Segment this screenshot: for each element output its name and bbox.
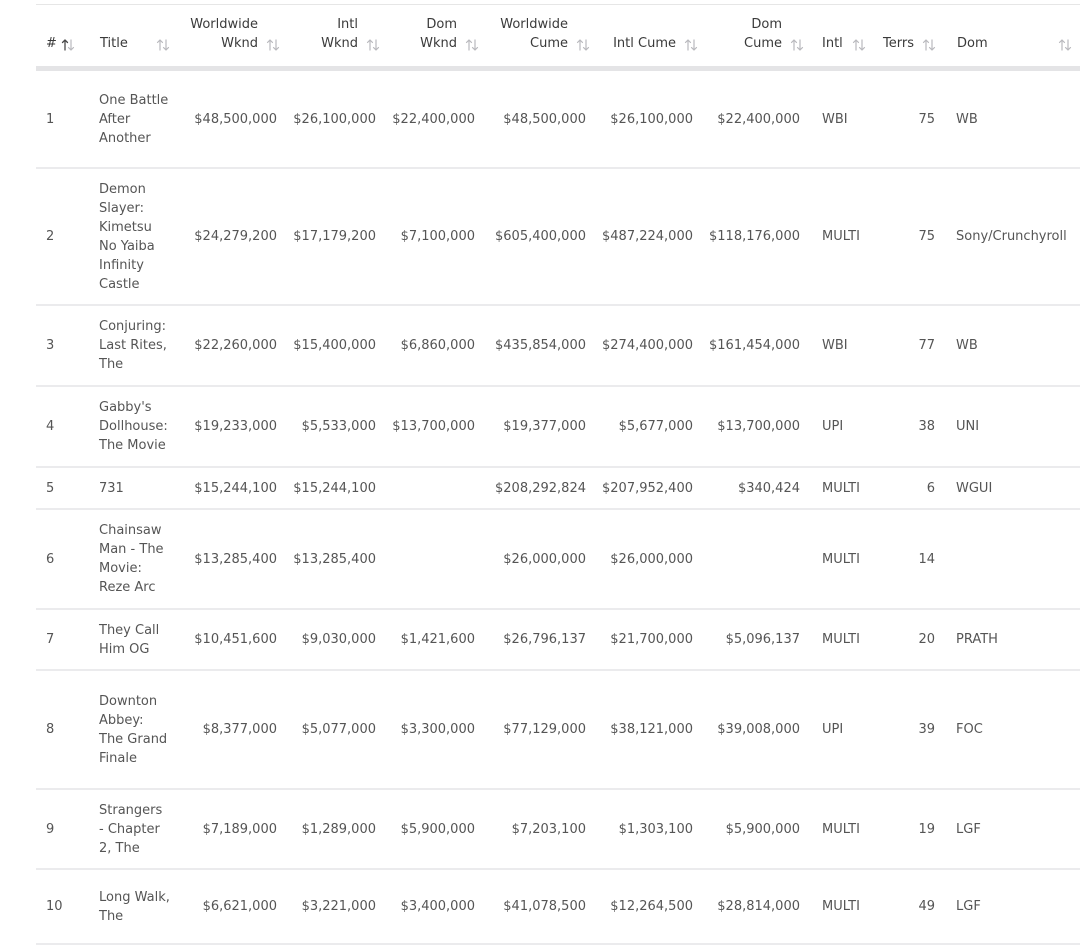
table-row[interactable] bbox=[36, 790, 1080, 870]
cell-ww-wknd: $22,260,000 bbox=[194, 338, 277, 353]
sort-icon[interactable] bbox=[465, 38, 479, 52]
cell-rank: 5 bbox=[46, 480, 55, 496]
column-header-rank[interactable] bbox=[46, 0, 86, 66]
cell-dom-wknd: $1,421,600 bbox=[400, 632, 475, 647]
cell-ww-wknd: $7,189,000 bbox=[202, 821, 277, 837]
cell-intl-cume: $274,400,000 bbox=[602, 338, 693, 353]
cell-ww-cume: $19,377,000 bbox=[503, 419, 586, 434]
cell-rank: 10 bbox=[46, 899, 63, 914]
cell-dom-wknd: $3,400,000 bbox=[400, 899, 475, 914]
cell-dom-wknd: $6,860,000 bbox=[400, 338, 475, 353]
cell-dom-wknd: $3,300,000 bbox=[400, 722, 475, 737]
column-header-label: Intl Cume bbox=[613, 36, 676, 51]
cell-intl-wknd: $5,077,000 bbox=[301, 722, 376, 737]
cell-dom-cume: $5,096,137 bbox=[725, 632, 800, 647]
cell-ww-cume: $26,796,137 bbox=[503, 632, 586, 647]
column-header-label: Dom bbox=[957, 36, 988, 51]
cell-dom-dist: LGF bbox=[956, 821, 981, 837]
cell-intl-wknd: $17,179,200 bbox=[293, 229, 376, 244]
column-header-ww-cume[interactable] bbox=[490, 0, 590, 66]
table-row[interactable] bbox=[36, 671, 1080, 790]
table-row[interactable] bbox=[36, 306, 1080, 387]
column-header-intl-dist[interactable] bbox=[822, 0, 866, 66]
table-row[interactable] bbox=[36, 468, 1080, 510]
cell-title[interactable]: Demon Slayer: Kimetsu No Yaiba Infinity Castle bbox=[99, 181, 155, 292]
cell-title[interactable]: They Call Him OG bbox=[99, 622, 160, 657]
cell-intl-dist: WBI bbox=[822, 111, 848, 127]
cell-dom-dist: PRATH bbox=[956, 632, 998, 647]
column-header-label: # bbox=[46, 36, 57, 51]
cell-ww-wknd: $19,233,000 bbox=[194, 419, 277, 434]
column-header-label: Dom Cume bbox=[744, 17, 782, 51]
cell-terrs: 19 bbox=[918, 821, 935, 837]
column-header-dom-dist[interactable] bbox=[957, 0, 1072, 66]
cell-dom-dist: WGUI bbox=[956, 480, 993, 496]
cell-dom-cume: $39,008,000 bbox=[717, 722, 800, 737]
cell-dom-wknd: $7,100,000 bbox=[400, 229, 475, 244]
table-row[interactable] bbox=[36, 510, 1080, 610]
table-row[interactable] bbox=[36, 387, 1080, 468]
cell-title[interactable]: Chainsaw Man - The Movie: Reze Arc bbox=[99, 523, 164, 595]
cell-intl-cume: $487,224,000 bbox=[602, 229, 693, 244]
cell-ww-cume: $435,854,000 bbox=[495, 338, 586, 353]
column-header-intl-wknd[interactable] bbox=[300, 0, 380, 66]
cell-intl-wknd: $26,100,000 bbox=[293, 111, 376, 127]
cell-terrs: 49 bbox=[918, 899, 935, 914]
sort-active-icon[interactable] bbox=[61, 38, 75, 52]
cell-title[interactable]: Downton Abbey: The Grand Finale bbox=[99, 693, 168, 766]
cell-dom-cume: $161,454,000 bbox=[709, 338, 800, 353]
table-header-row bbox=[0, 0, 1080, 66]
cell-ww-cume: $208,292,824 bbox=[495, 480, 586, 496]
column-header-label: Terrs bbox=[883, 36, 914, 51]
cell-dom-wknd: $22,400,000 bbox=[392, 111, 475, 127]
cell-dom-cume: $28,814,000 bbox=[717, 899, 800, 914]
cell-dom-dist: FOC bbox=[956, 722, 983, 737]
cell-terrs: 39 bbox=[918, 722, 935, 737]
cell-dom-dist: UNI bbox=[956, 419, 980, 434]
column-header-label: Title bbox=[100, 36, 128, 51]
table-row[interactable] bbox=[36, 870, 1080, 945]
cell-ww-wknd: $13,285,400 bbox=[194, 551, 277, 567]
cell-ww-wknd: $10,451,600 bbox=[194, 632, 277, 647]
cell-title[interactable]: Gabby's Dollhouse: The Movie bbox=[99, 400, 168, 453]
cell-title[interactable]: Strangers - Chapter 2, The bbox=[99, 802, 163, 856]
cell-rank: 1 bbox=[46, 111, 55, 127]
cell-rank: 8 bbox=[46, 722, 55, 737]
cell-intl-dist: MULTI bbox=[822, 229, 860, 244]
cell-rank: 4 bbox=[46, 419, 55, 434]
column-header-terrs[interactable] bbox=[883, 0, 939, 66]
cell-ww-cume: $605,400,000 bbox=[495, 229, 586, 244]
cell-dom-cume: $340,424 bbox=[737, 480, 800, 496]
column-header-label: Intl bbox=[822, 36, 843, 51]
column-header-label: Intl Wknd bbox=[321, 17, 358, 51]
cell-intl-cume: $5,677,000 bbox=[618, 419, 693, 434]
cell-intl-dist: WBI bbox=[822, 338, 848, 353]
column-header-dom-wknd[interactable] bbox=[400, 0, 479, 66]
cell-terrs: 20 bbox=[918, 632, 935, 647]
cell-intl-cume: $21,700,000 bbox=[610, 632, 693, 647]
cell-intl-cume: $26,000,000 bbox=[610, 551, 693, 567]
cell-intl-cume: $1,303,100 bbox=[618, 821, 693, 837]
cell-intl-dist: UPI bbox=[822, 722, 844, 737]
table-row[interactable] bbox=[36, 610, 1080, 671]
cell-terrs: 14 bbox=[918, 551, 935, 567]
cell-dom-dist: Sony/Crunchyroll bbox=[956, 229, 1067, 244]
cell-terrs: 75 bbox=[918, 229, 935, 244]
sort-icon[interactable] bbox=[266, 38, 280, 52]
cell-dom-cume: $118,176,000 bbox=[709, 229, 800, 244]
cell-intl-wknd: $5,533,000 bbox=[301, 419, 376, 434]
sort-icon[interactable] bbox=[1058, 38, 1072, 52]
column-header-title[interactable] bbox=[100, 0, 170, 66]
table-row[interactable] bbox=[36, 71, 1080, 169]
cell-ww-cume: $41,078,500 bbox=[503, 899, 586, 914]
cell-dom-dist: WB bbox=[956, 111, 978, 127]
cell-ww-cume: $7,203,100 bbox=[511, 821, 586, 837]
cell-intl-wknd: $13,285,400 bbox=[293, 551, 376, 567]
sort-icon[interactable] bbox=[790, 38, 804, 52]
cell-ww-wknd: $8,377,000 bbox=[202, 722, 277, 737]
cell-rank: 7 bbox=[46, 632, 55, 647]
column-header-label: Dom Wknd bbox=[420, 17, 457, 51]
cell-ww-wknd: $15,244,100 bbox=[194, 480, 277, 496]
sort-icon[interactable] bbox=[366, 38, 380, 52]
cell-intl-wknd: $1,289,000 bbox=[301, 821, 376, 837]
cell-dom-cume: $13,700,000 bbox=[717, 419, 800, 434]
sort-icon[interactable] bbox=[684, 38, 698, 52]
cell-intl-wknd: $9,030,000 bbox=[301, 632, 376, 647]
cell-intl-cume: $38,121,000 bbox=[610, 722, 693, 737]
table-row[interactable] bbox=[36, 169, 1080, 306]
cell-dom-dist: WB bbox=[956, 338, 978, 353]
column-header-ww-wknd[interactable] bbox=[178, 0, 280, 66]
cell-dom-wknd: $5,900,000 bbox=[400, 821, 475, 837]
cell-dom-cume: $5,900,000 bbox=[725, 821, 800, 837]
cell-intl-dist: MULTI bbox=[822, 551, 860, 567]
column-header-label: Worldwide Wknd bbox=[190, 17, 258, 51]
cell-ww-cume: $48,500,000 bbox=[503, 111, 586, 127]
cell-intl-wknd: $3,221,000 bbox=[301, 899, 376, 914]
cell-ww-cume: $77,129,000 bbox=[503, 722, 586, 737]
sort-icon[interactable] bbox=[922, 38, 936, 52]
cell-intl-dist: UPI bbox=[822, 419, 844, 434]
sort-icon[interactable] bbox=[156, 38, 170, 52]
cell-dom-wknd: $13,700,000 bbox=[392, 419, 475, 434]
cell-rank: 3 bbox=[46, 338, 55, 353]
cell-ww-wknd: $48,500,000 bbox=[194, 111, 277, 127]
cell-title[interactable]: One Battle After Another bbox=[99, 92, 169, 146]
cell-intl-cume: $26,100,000 bbox=[610, 111, 693, 127]
cell-intl-dist: MULTI bbox=[822, 480, 860, 496]
column-header-intl-cume[interactable] bbox=[608, 0, 698, 66]
cell-terrs: 77 bbox=[918, 338, 935, 353]
cell-ww-cume: $26,000,000 bbox=[503, 551, 586, 567]
cell-ww-wknd: $24,279,200 bbox=[194, 229, 277, 244]
cell-title[interactable]: 731 bbox=[99, 480, 124, 496]
cell-title[interactable]: Conjuring: Last Rites, The bbox=[99, 319, 167, 372]
cell-intl-cume: $207,952,400 bbox=[602, 480, 693, 496]
cell-intl-dist: MULTI bbox=[822, 632, 860, 647]
cell-intl-dist: MULTI bbox=[822, 899, 860, 914]
cell-intl-dist: MULTI bbox=[822, 821, 860, 837]
cell-rank: 6 bbox=[46, 551, 55, 567]
cell-intl-cume: $12,264,500 bbox=[610, 899, 693, 914]
column-header-dom-cume[interactable] bbox=[720, 0, 804, 66]
sort-icon[interactable] bbox=[852, 38, 866, 52]
cell-title[interactable]: Long Walk, The bbox=[99, 889, 170, 924]
column-header-label: Worldwide Cume bbox=[500, 17, 568, 51]
sort-icon[interactable] bbox=[576, 38, 590, 52]
cell-rank: 2 bbox=[46, 229, 55, 244]
cell-intl-wknd: $15,244,100 bbox=[293, 480, 376, 496]
cell-ww-wknd: $6,621,000 bbox=[202, 899, 277, 914]
cell-rank: 9 bbox=[46, 821, 55, 837]
cell-terrs: 75 bbox=[918, 111, 935, 127]
cell-dom-cume: $22,400,000 bbox=[717, 111, 800, 127]
cell-intl-wknd: $15,400,000 bbox=[293, 338, 376, 353]
cell-dom-dist: LGF bbox=[956, 899, 981, 914]
cell-terrs: 38 bbox=[918, 419, 935, 434]
cell-terrs: 6 bbox=[926, 480, 935, 496]
